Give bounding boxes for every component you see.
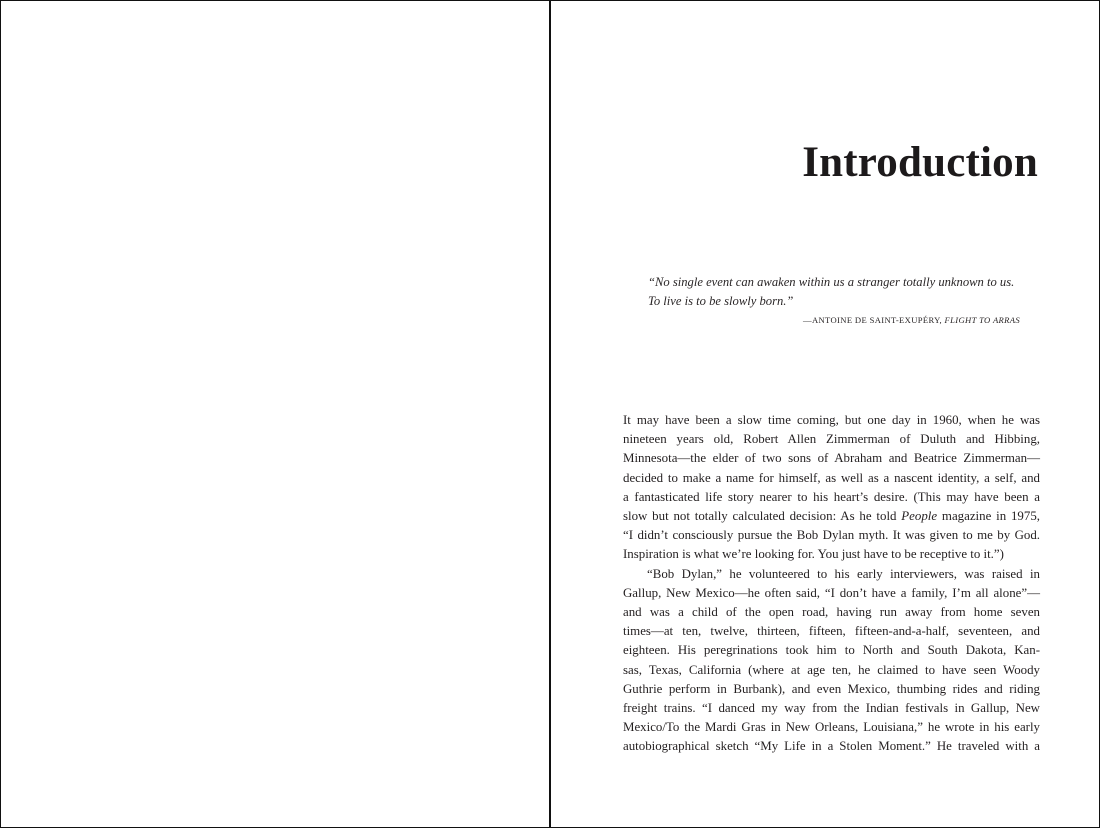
text-line: decided to make a name for himself, as well as a nascent identity, a self, and [623,470,1040,485]
text-line: autobiographical sketch “My Life in a Stolen Moment.” He traveled with a [623,739,1040,754]
text-line: sas, Texas, California (where at age ten, he claimed to have seen Woody [623,662,1040,677]
text-line: It may have been a slow time coming, but one day in 1960, when he was [623,413,1040,427]
text-line: Mexico/To the Mardi Gras in New Orleans, Louisiana,” he wrote in his early [623,720,1040,735]
text-line: nineteen years old, Robert Allen Zimmerman of Duluth and Hibbing, [623,432,1040,447]
paragraph-1 [623,411,1040,565]
text-line: eighteen. His peregrinations took him to North and South Dakota, Kan- [623,643,1040,658]
epigraph-author: —ANTOINE DE SAINT-EXUPÉRY, [803,315,943,325]
chapter-title: Introduction [802,139,1038,186]
text-line: “I didn’t consciously pursue the Bob Dylan myth. It was given to me by God. [623,528,1040,543]
epigraph-attribution [648,313,1020,327]
epigraph [648,273,1020,327]
text-line: Minnesota—the elder of two sons of Abraham and Beatrice Zimmerman— [623,451,1040,466]
text-line: Inspiration is what we’re looking for. You just have to be receptive to it.”) [623,547,1004,562]
magazine-title: People [901,509,938,524]
text-line: Guthrie perform in Burbank), and even Mexico, thumbing rides and riding [623,681,1040,696]
epigraph-work: FLIGHT TO ARRAS [944,315,1020,325]
text-line: times—at ten, twelve, thirteen, fifteen, fifteen-and-a-half, seventeen, and [623,624,1040,639]
text-segment: slow but not totally calculated decision: As he told [623,509,902,524]
text-line: freight trains. “I danced my way from the Indian festivals in Gallup, New [623,701,1040,716]
left-page-blank [0,0,551,828]
epigraph-quote: “No single event can awaken within us a stranger totally unknown to us. To live is to be slowly born.” [648,275,1015,308]
paragraph-2 [623,565,1040,757]
right-page [549,0,1100,828]
text-line: Gallup, New Mexico—he often said, “I don’t have a family, I’m all alone”— [623,585,1040,600]
body-text [623,411,1040,757]
text-segment: magazine in 1975, [937,509,1040,524]
text-line: a fantasticated life story nearer to his heart’s desire. (This may have been a [623,489,1040,504]
text-line: and was a child of the open road, having run away from home seven [623,605,1040,620]
text-line: “Bob Dylan,” he volunteered to his early interviewers, was raised in [647,566,1040,581]
text-line [623,507,1040,526]
